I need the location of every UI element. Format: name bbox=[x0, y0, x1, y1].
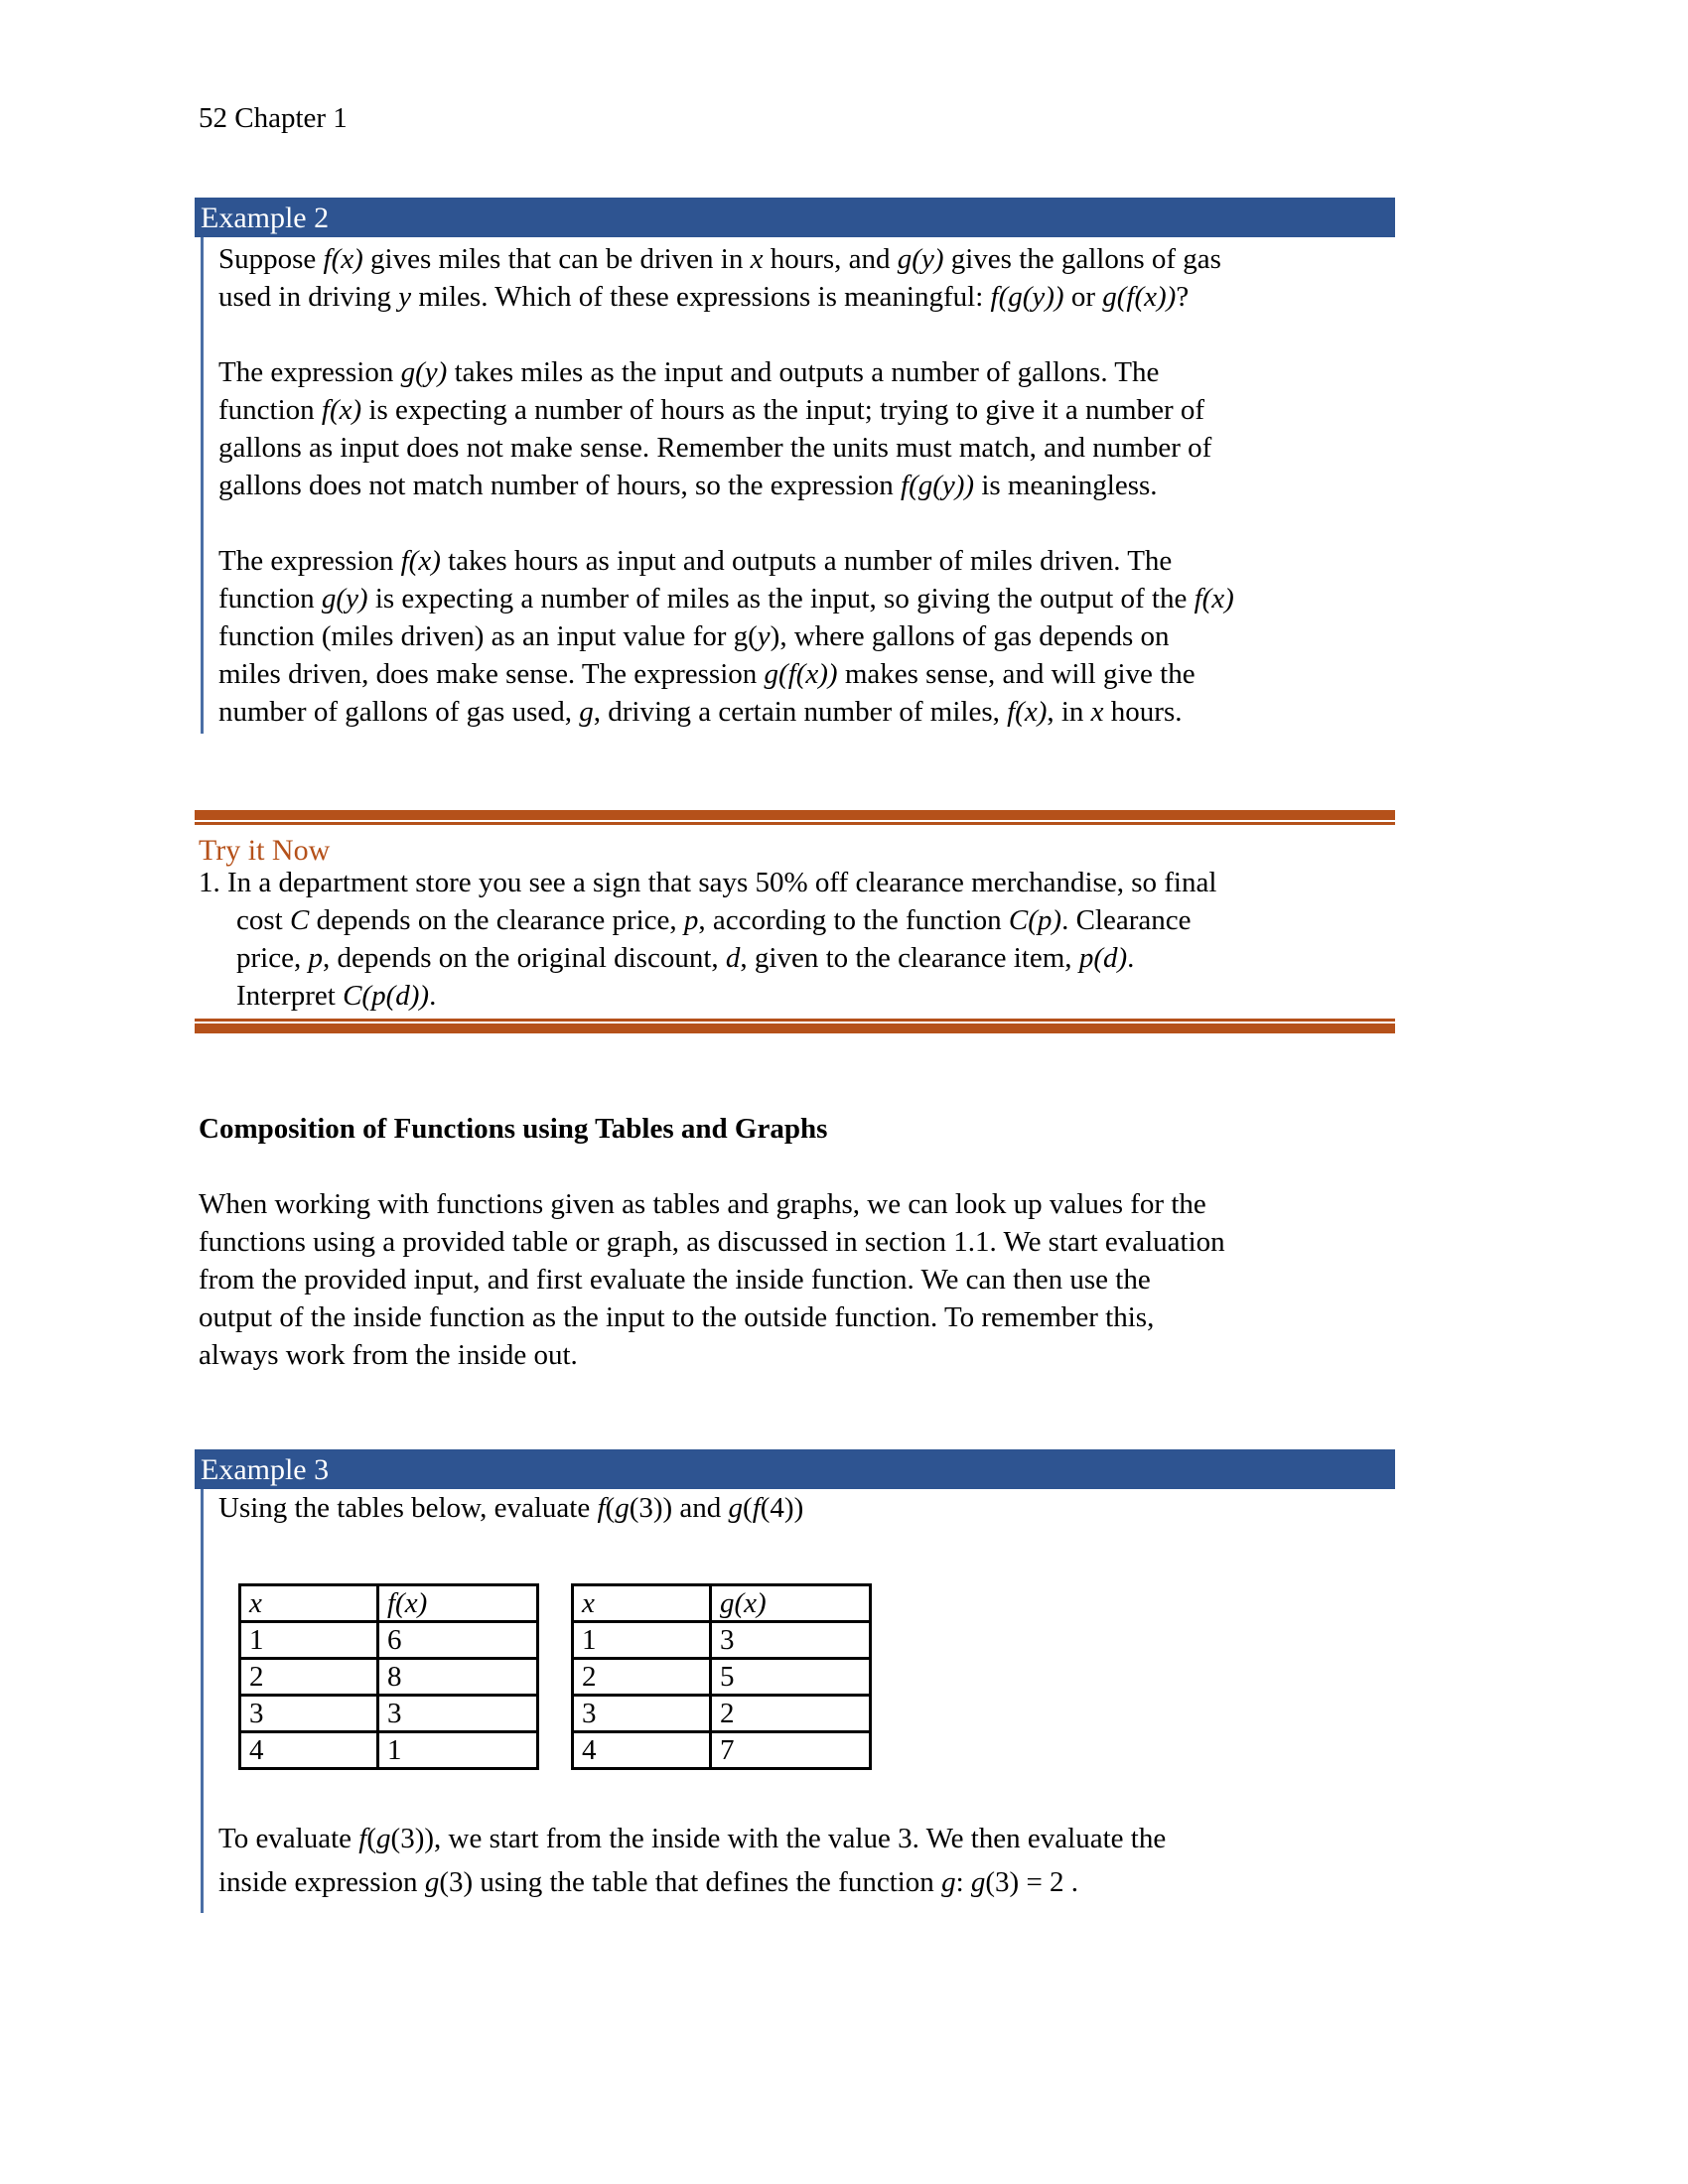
table-cell: 3 bbox=[378, 1696, 538, 1732]
text-line: function f(x) is expecting a number of hours as the input; trying to give it a number of bbox=[218, 394, 1205, 426]
table-row bbox=[240, 1659, 538, 1696]
table-cell: 2 bbox=[573, 1659, 711, 1696]
try-it-bottom-rule bbox=[195, 1024, 1395, 1033]
table-row bbox=[573, 1732, 871, 1769]
table-row bbox=[240, 1622, 538, 1659]
text-line: Suppose f(x) gives miles that can be driven in x hours, and g(y) gives the gallons of gas bbox=[218, 243, 1221, 275]
text-line: cost C depends on the clearance price, p, according to the function C(p). Clearance bbox=[236, 904, 1192, 936]
try-it-now-title: Try it Now bbox=[199, 834, 331, 867]
header-cell: g(x) bbox=[711, 1585, 871, 1622]
table-cell: 1 bbox=[573, 1622, 711, 1659]
f-table bbox=[238, 1583, 539, 1770]
table-row bbox=[573, 1696, 871, 1732]
example-3-explanation bbox=[218, 1817, 1390, 1904]
text-line: Using the tables below, evaluate f(g(3)) and g(f(4)) bbox=[218, 1492, 804, 1524]
table-row bbox=[240, 1732, 538, 1769]
section-line: always work from the inside out. bbox=[199, 1339, 578, 1371]
table-cell: 1 bbox=[240, 1622, 378, 1659]
example-2-paragraph-2 bbox=[218, 353, 1390, 504]
text-line: 1. In a department store you see a sign that says 50% off clearance merchandise, so final bbox=[199, 867, 1217, 898]
table-cell: 2 bbox=[240, 1659, 378, 1696]
header-cell: f(x) bbox=[378, 1585, 538, 1622]
section-line: When working with functions given as tables and graphs, we can look up values for the bbox=[199, 1188, 1206, 1220]
text-line: function g(y) is expecting a number of miles as the input, so giving the output of the f(x) bbox=[218, 583, 1234, 614]
example-2-paragraph-3 bbox=[218, 542, 1390, 731]
example-3-header: Example 3 bbox=[195, 1449, 1395, 1489]
text-line: inside expression g(3) using the table that defines the function g: g(3) = 2 . bbox=[218, 1866, 1079, 1898]
text-line: price, p, depends on the original discount, d, given to the clearance item, p(d). bbox=[236, 942, 1135, 974]
table-cell: 4 bbox=[573, 1732, 711, 1769]
text-line: The expression f(x) takes hours as input and outputs a number of miles driven. The bbox=[218, 545, 1173, 577]
example-2-border bbox=[201, 237, 204, 734]
table-header-row bbox=[573, 1585, 871, 1622]
g-table bbox=[571, 1583, 872, 1770]
table-cell: 3 bbox=[240, 1696, 378, 1732]
section-line: from the provided input, and first evaluate the inside function. We can then use the bbox=[199, 1264, 1151, 1296]
header-cell: x bbox=[240, 1585, 378, 1622]
text-line: To evaluate f(g(3)), we start from the inside with the value 3. We then evaluate the bbox=[218, 1823, 1167, 1854]
try-it-top-rule-thin bbox=[195, 822, 1395, 825]
section-body bbox=[199, 1185, 1390, 1374]
try-it-bottom-rule-thin bbox=[195, 1019, 1395, 1022]
table-cell: 6 bbox=[378, 1622, 538, 1659]
section-heading: Composition of Functions using Tables and Graphs bbox=[199, 1113, 828, 1145]
header-cell: x bbox=[573, 1585, 711, 1622]
table-cell: 3 bbox=[711, 1622, 871, 1659]
text-line: gallons does not match number of hours, so the expression f(g(y)) is meaningless. bbox=[218, 470, 1158, 501]
example-3-prompt bbox=[218, 1489, 1390, 1527]
table-row bbox=[573, 1622, 871, 1659]
example-3-border bbox=[201, 1489, 204, 1913]
section-line: output of the inside function as the input to the outside function. To remember this, bbox=[199, 1301, 1155, 1333]
example-2-header: Example 2 bbox=[195, 198, 1395, 237]
text-line: gallons as input does not make sense. Remember the units must match, and number of bbox=[218, 432, 1212, 464]
table-cell: 5 bbox=[711, 1659, 871, 1696]
table-cell: 3 bbox=[573, 1696, 711, 1732]
text-line: number of gallons of gas used, g, driving a certain number of miles, f(x), in x hours. bbox=[218, 696, 1183, 728]
section-line: functions using a provided table or graph, as discussed in section 1.1. We start evaluation bbox=[199, 1226, 1225, 1258]
text-line: used in driving y miles. Which of these expressions is meaningful: f(g(y)) or g(f(x))? bbox=[218, 281, 1190, 313]
example-2-paragraph-1 bbox=[218, 240, 1390, 316]
table-cell: 4 bbox=[240, 1732, 378, 1769]
table-cell: 8 bbox=[378, 1659, 538, 1696]
table-row bbox=[240, 1696, 538, 1732]
table-cell: 7 bbox=[711, 1732, 871, 1769]
text-line: The expression g(y) takes miles as the input and outputs a number of gallons. The bbox=[218, 356, 1160, 388]
text-line: function (miles driven) as an input value for g(y), where gallons of gas depends on bbox=[218, 620, 1170, 652]
text-line: miles driven, does make sense. The expression g(f(x)) makes sense, and will give the bbox=[218, 658, 1196, 690]
table-row bbox=[573, 1659, 871, 1696]
table-header-row bbox=[240, 1585, 538, 1622]
text-line: Interpret C(p(d)). bbox=[236, 980, 437, 1012]
try-it-top-rule bbox=[195, 810, 1395, 820]
page-header: 52 Chapter 1 bbox=[199, 102, 348, 134]
table-cell: 2 bbox=[711, 1696, 871, 1732]
try-it-item bbox=[199, 864, 1390, 1015]
table-cell: 1 bbox=[378, 1732, 538, 1769]
